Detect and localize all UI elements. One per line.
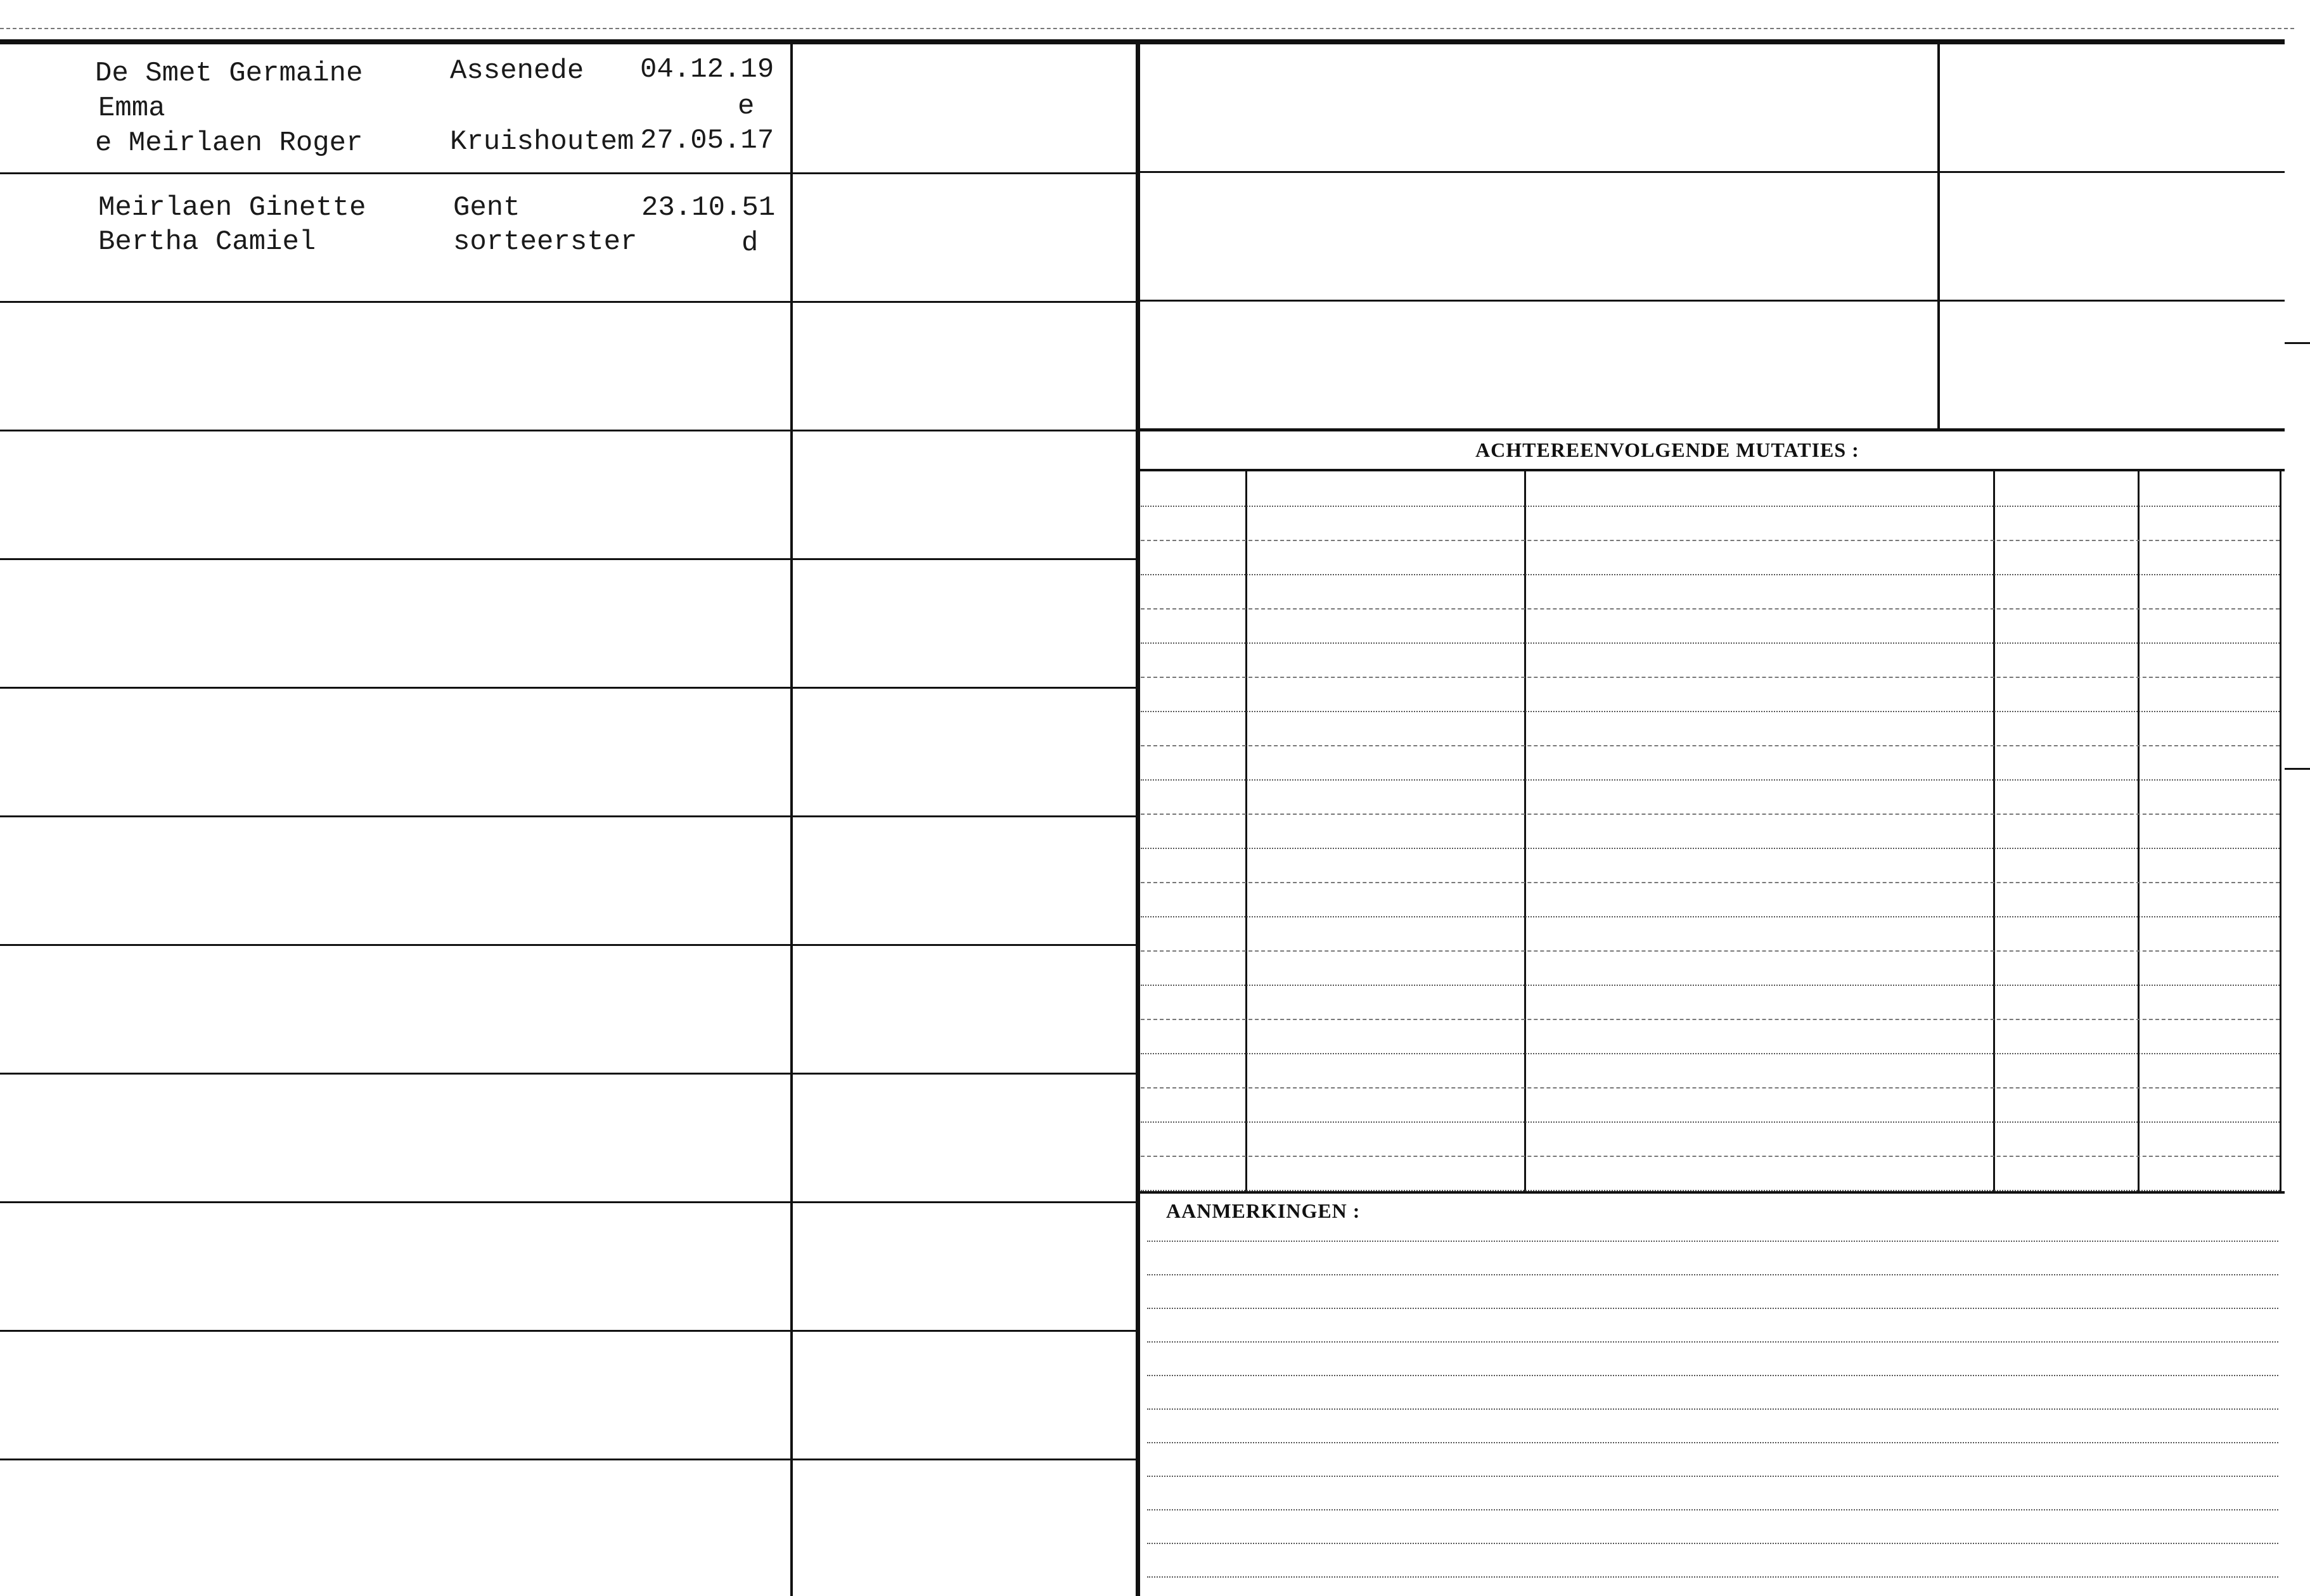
mutations-header-rule xyxy=(1138,469,2285,471)
register-row-rule-5 xyxy=(0,687,1138,689)
mutations-ruled-row xyxy=(1141,540,2280,541)
mutations-ruled-row xyxy=(1141,1087,2280,1088)
remarks-dotted-line xyxy=(1147,1442,2278,1443)
top-thick-border xyxy=(0,39,2285,44)
mutations-col-1-divider xyxy=(1245,471,1247,1191)
upper-right-row-rule-1 xyxy=(1138,171,2285,173)
row1-place-line3: Kruishoutem xyxy=(450,126,634,158)
mutations-ruled-row xyxy=(1141,916,2280,917)
mutations-col-2-divider xyxy=(1524,471,1526,1191)
remarks-dotted-line xyxy=(1147,1509,2278,1510)
row2-name-line2: Bertha Camiel xyxy=(98,226,316,258)
mutations-ruled-row xyxy=(1141,779,2280,781)
row1-date-line1: 04.12.19 xyxy=(640,54,774,86)
register-col-divider-main xyxy=(1136,44,1140,1596)
mutations-bottom-rule xyxy=(1138,1191,2285,1194)
mutations-col-3-divider xyxy=(1993,471,1995,1191)
row2-place-line1: Gent xyxy=(453,192,520,224)
remarks-dotted-line xyxy=(1147,1308,2278,1309)
row1-date-line2: e xyxy=(738,91,755,122)
register-row-rule-7 xyxy=(0,944,1138,946)
mutations-ruled-row xyxy=(1141,608,2280,610)
remarks-dotted-line xyxy=(1147,1408,2278,1410)
mutations-col-4-divider xyxy=(2138,471,2140,1191)
mutations-ruled-row xyxy=(1141,1121,2280,1123)
mutations-ruled-row xyxy=(1141,745,2280,746)
row1-name-line1: De Smet Germaine xyxy=(95,58,363,89)
remarks-dotted-line xyxy=(1147,1241,2278,1242)
remarks-dotted-line xyxy=(1147,1274,2278,1275)
mutations-ruled-row xyxy=(1141,642,2280,644)
mutations-heading: ACHTEREENVOLGENDE MUTATIES : xyxy=(1475,438,1859,461)
remarks-heading: AANMERKINGEN : xyxy=(1166,1199,1361,1222)
register-row-rule-9 xyxy=(0,1201,1138,1203)
mutations-ruled-row xyxy=(1141,677,2280,678)
mutations-top-rule xyxy=(1138,428,2285,431)
mutations-ruled-row xyxy=(1141,848,2280,849)
row1-date-line3: 27.05.17 xyxy=(640,125,774,156)
register-col-divider-left xyxy=(790,44,793,1596)
register-row-rule-4 xyxy=(0,558,1138,560)
row2-name-line1: Meirlaen Ginette xyxy=(98,192,366,224)
register-row-rule-1 xyxy=(0,172,1138,174)
remarks-dotted-line xyxy=(1147,1576,2278,1578)
register-row-rule-2 xyxy=(0,301,1138,303)
edge-tick-upper xyxy=(2285,342,2310,344)
edge-tick-lower xyxy=(2285,768,2310,770)
register-row-rule-8 xyxy=(0,1073,1138,1075)
row2-place-line2: sorteerster xyxy=(453,226,638,258)
row2-date-line1: 23.10.51 xyxy=(641,192,776,224)
mutations-ruled-row xyxy=(1141,1019,2280,1020)
mutations-ruled-row xyxy=(1141,1053,2280,1054)
mutations-ruled-row xyxy=(1141,1190,2280,1191)
mutations-ruled-row xyxy=(1141,882,2280,883)
top-edge-dashed-line xyxy=(0,28,2294,29)
mutations-ruled-row xyxy=(1141,711,2280,712)
remarks-dotted-line xyxy=(1147,1341,2278,1343)
remarks-dotted-line xyxy=(1147,1375,2278,1376)
mutations-ruled-row xyxy=(1141,814,2280,815)
mutations-ruled-row xyxy=(1141,506,2280,507)
mutations-ruled-row xyxy=(1141,574,2280,575)
mutations-ruled-row xyxy=(1141,985,2280,986)
row1-name-line3: e Meirlaen Roger xyxy=(95,127,363,159)
register-row-rule-6 xyxy=(0,815,1138,817)
upper-right-col-divider xyxy=(1937,44,1940,428)
row1-name-line2: Emma xyxy=(98,93,165,124)
remarks-dotted-line xyxy=(1147,1543,2278,1544)
register-row-rule-3 xyxy=(0,430,1138,431)
mutations-ruled-row xyxy=(1141,950,2280,952)
register-row-rule-11 xyxy=(0,1459,1138,1460)
mutations-ruled-row xyxy=(1141,1156,2280,1157)
upper-right-row-rule-2 xyxy=(1138,300,2285,302)
mutations-col-5-divider xyxy=(2280,471,2281,1191)
row2-date-line2: d xyxy=(741,227,759,259)
register-row-rule-10 xyxy=(0,1330,1138,1332)
remarks-dotted-line xyxy=(1147,1476,2278,1477)
row1-place-line1: Assenede xyxy=(450,55,584,87)
